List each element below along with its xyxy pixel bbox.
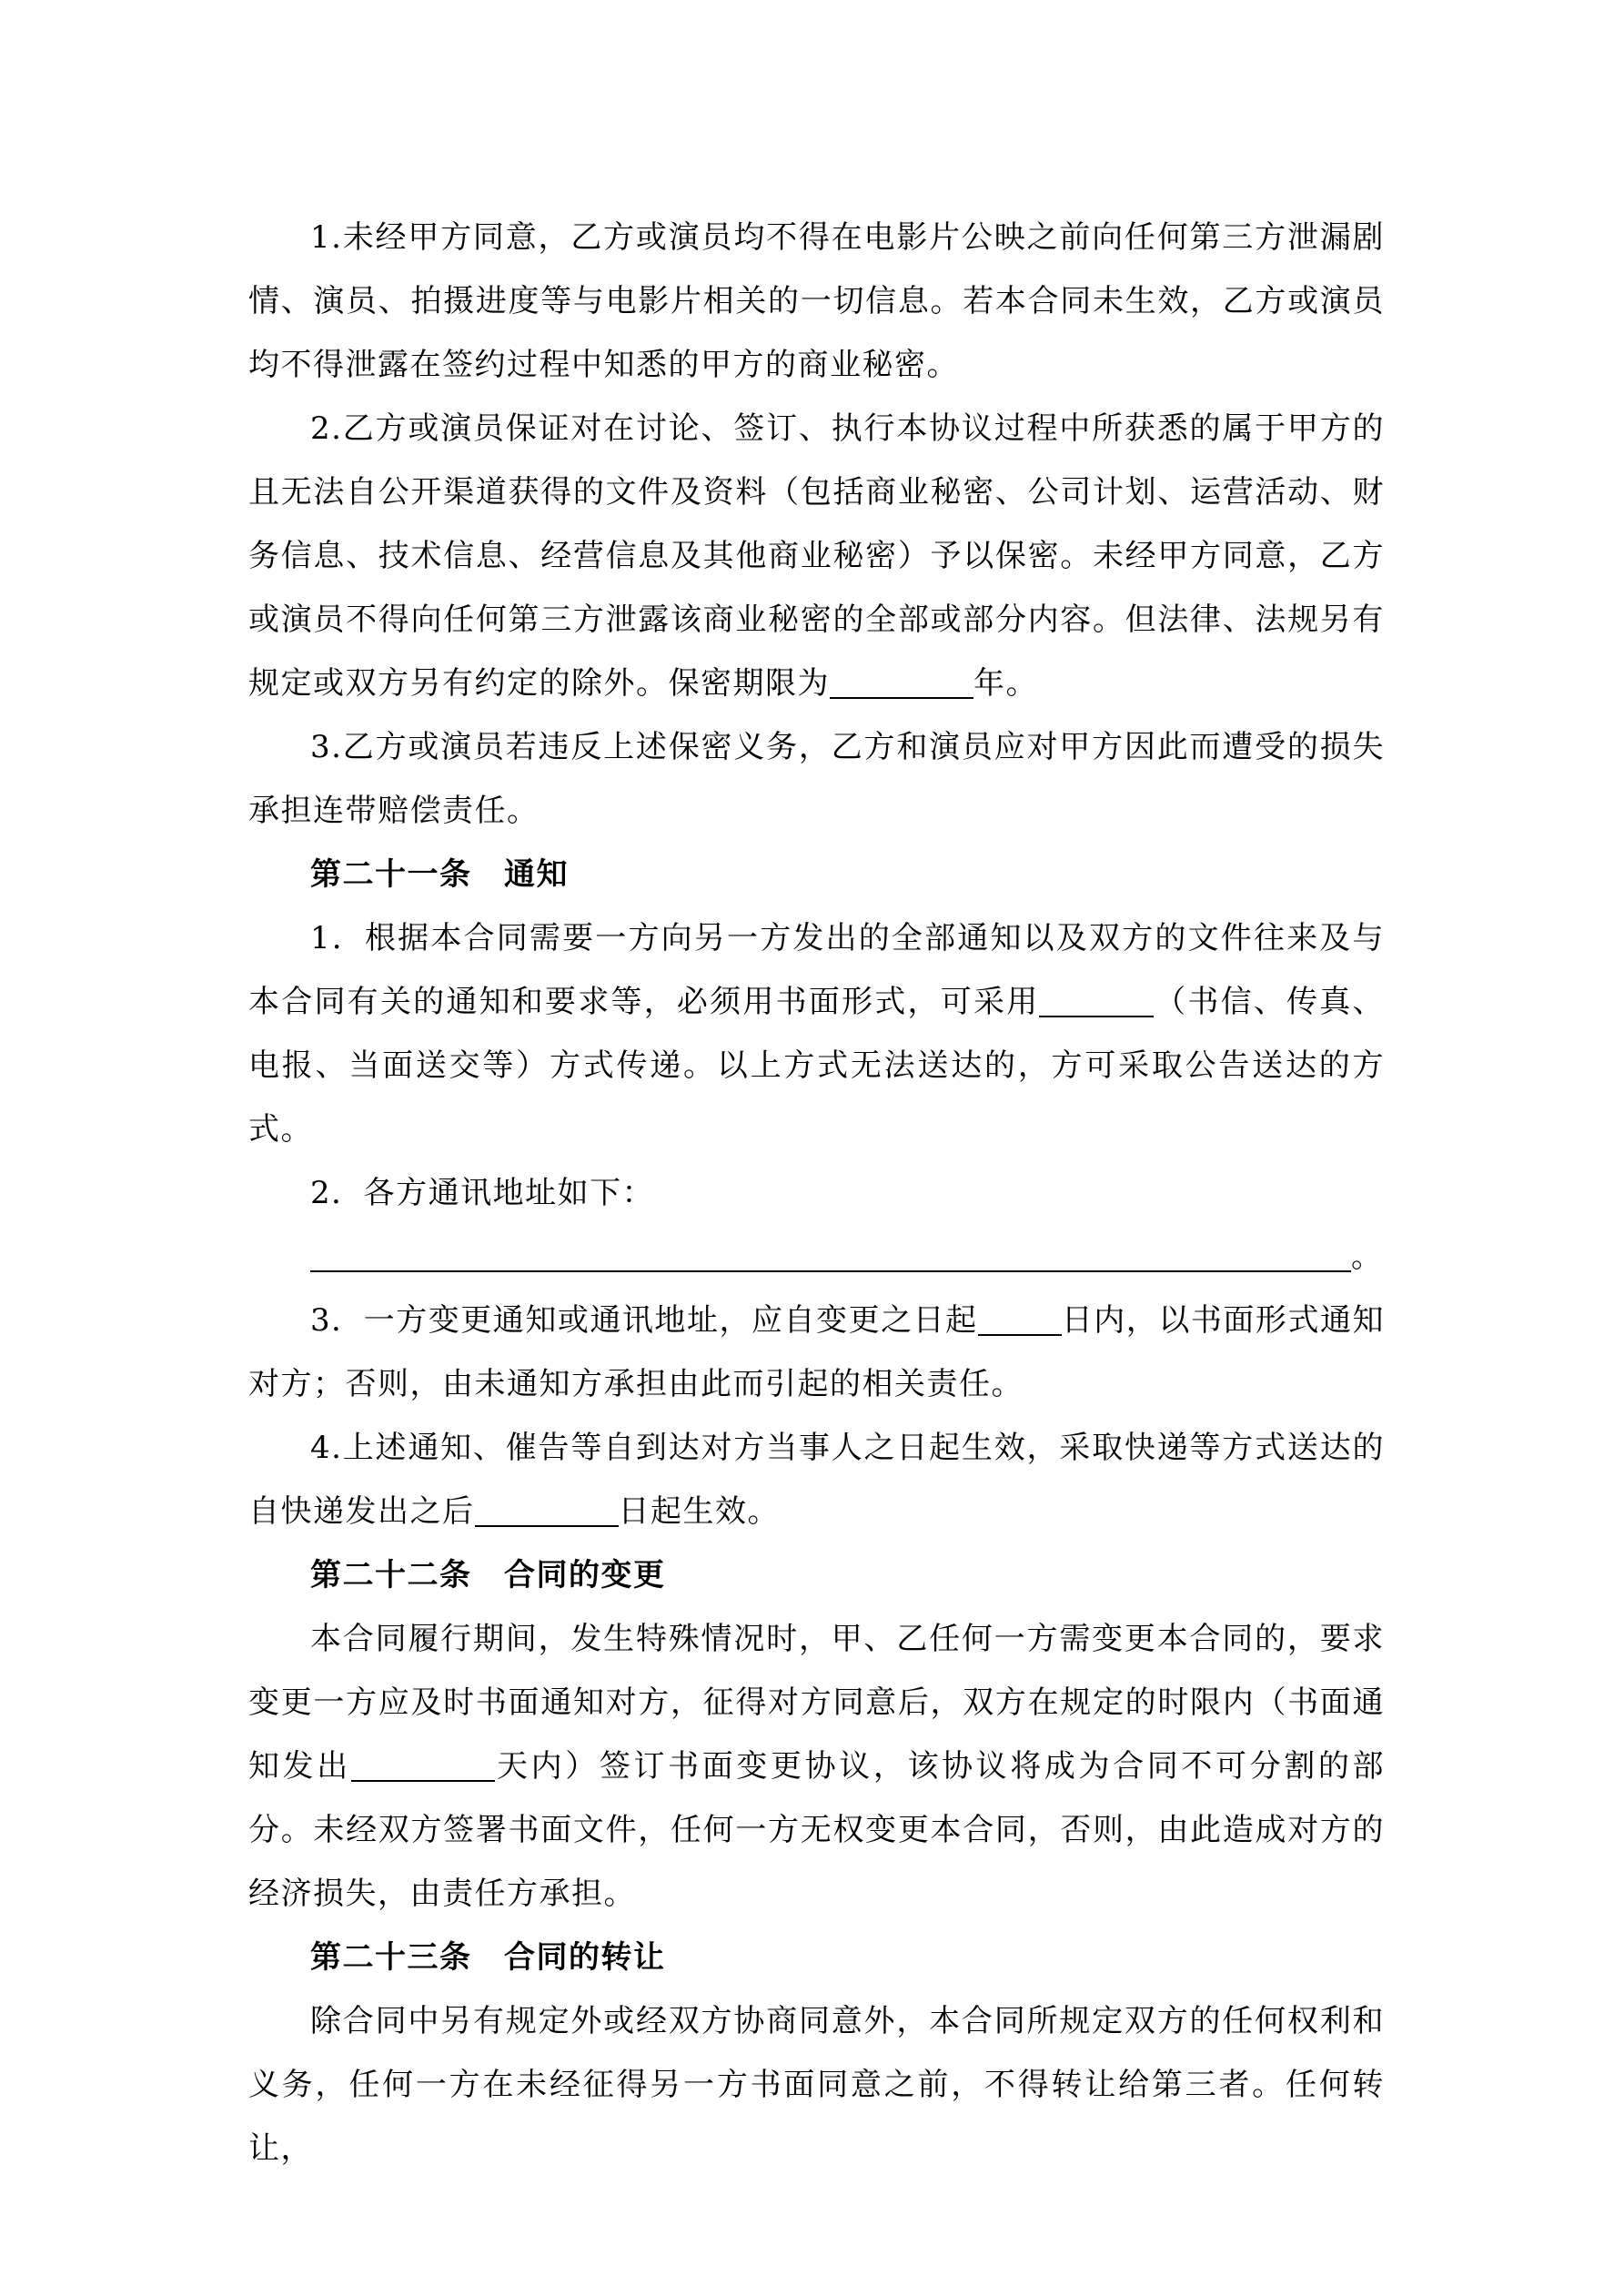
paragraph-text: 年。 (973, 665, 1038, 702)
clause-confidentiality-3 (248, 715, 1385, 843)
paragraph-text: 1.未经甲方同意，乙方或演员均不得在电影片公映之前向任何第三方泄漏剧情、演员、拍摄进度等与电影片相关的一切信息。若本合同未生效，乙方或演员均不得泄露在签约过程中知悉的甲方的商业秘密。 (248, 219, 1385, 383)
change-agreement-days-blank[interactable] (351, 1749, 495, 1782)
article-23-heading: 第二十三条 合同的转让 (310, 1939, 666, 1976)
paragraph-text: 本合同履行期间，发生特殊情况时，甲、乙任何一方需变更本合同的，要求变更一方应及时书面通知对方，征得对方同意后，双方在规定的时限内（书面通知发出 (248, 1621, 1385, 1785)
clause-notice-2 (248, 1161, 1385, 1225)
article-22-heading: 第二十二条 合同的变更 (310, 1557, 666, 1593)
confidentiality-years-blank[interactable] (830, 666, 973, 699)
clause-notice-3 (248, 1289, 1385, 1416)
clause-confidentiality-1 (248, 206, 1385, 397)
paragraph-text: 2.乙方或演员保证对在讨论、签订、执行本协议过程中所获悉的属于甲方的且无法自公开渠道获得的文件及资料（包括商业秘密、公司计划、运营活动、财务信息、技术信息、经营信息及其他商业秘密）予以保密。未经甲方同意，乙方或演员不得向任何第三方泄露该商业秘密的全部或部分内容。但法律、法规另有规定或双方另有约定的除外。保密期限为 (248, 410, 1385, 702)
paragraph-text: 2．各方通讯地址如下： (310, 1175, 655, 1211)
clause-notice-1 (248, 906, 1385, 1161)
clause-notice-4 (248, 1416, 1385, 1543)
paragraph-text: 4.上述通知、催告等自到达对方当事人之日起生效，采取快递等方式送达的自快递发出之后 (248, 1430, 1385, 1530)
paragraph-text: 1．根据本合同需要一方向另一方发出的全部通知以及双方的文件往来及与本合同有关的通知和要求等，必须用书面形式，可采用 (248, 920, 1385, 1020)
paragraph-text: 除合同中另有规定外或经双方协商同意外，本合同所规定双方的任何权利和义务，任何一方在未经征得另一方书面同意之前，不得转让给第三者。任何转让， (248, 2003, 1385, 2167)
clause-contract-transfer (248, 1989, 1385, 2180)
notice-method-blank[interactable] (1039, 985, 1154, 1017)
address-blank[interactable] (310, 1239, 1351, 1272)
delivery-days-blank[interactable] (475, 1494, 619, 1527)
clause-contract-change (248, 1607, 1385, 1926)
paragraph-text: 天内）签订书面变更协议，该协议将成为合同不可分割的部分。未经双方签署书面文件，任何一方无权变更本合同，否则，由此造成对方的经济损失，由责任方承担。 (248, 1748, 1386, 1912)
change-days-blank[interactable] (978, 1303, 1062, 1336)
paragraph-text: 3．一方变更通知或通讯地址，应自变更之日起 (310, 1302, 978, 1339)
clause-confidentiality-2 (248, 397, 1385, 715)
paragraph-text: 日内，以书面形式通知对方；否则，由未通知方承担由此而引起的相关责任。 (248, 1302, 1385, 1402)
paragraph-text: 日起生效。 (618, 1493, 780, 1530)
article-21-heading: 第二十一条 通知 (310, 856, 569, 893)
paragraph-text: 3.乙方或演员若违反上述保密义务，乙方和演员应对甲方因此而遭受的损失承担连带赔偿责任。 (248, 729, 1385, 829)
paragraph-text: （书信、传真、电报、当面送交等）方式传递。以上方式无法送达的，方可采取公告送达的方式。 (248, 984, 1386, 1148)
address-line (248, 1225, 1385, 1289)
document-body (248, 206, 1385, 2180)
paragraph-text: 。 (1351, 1239, 1384, 1275)
